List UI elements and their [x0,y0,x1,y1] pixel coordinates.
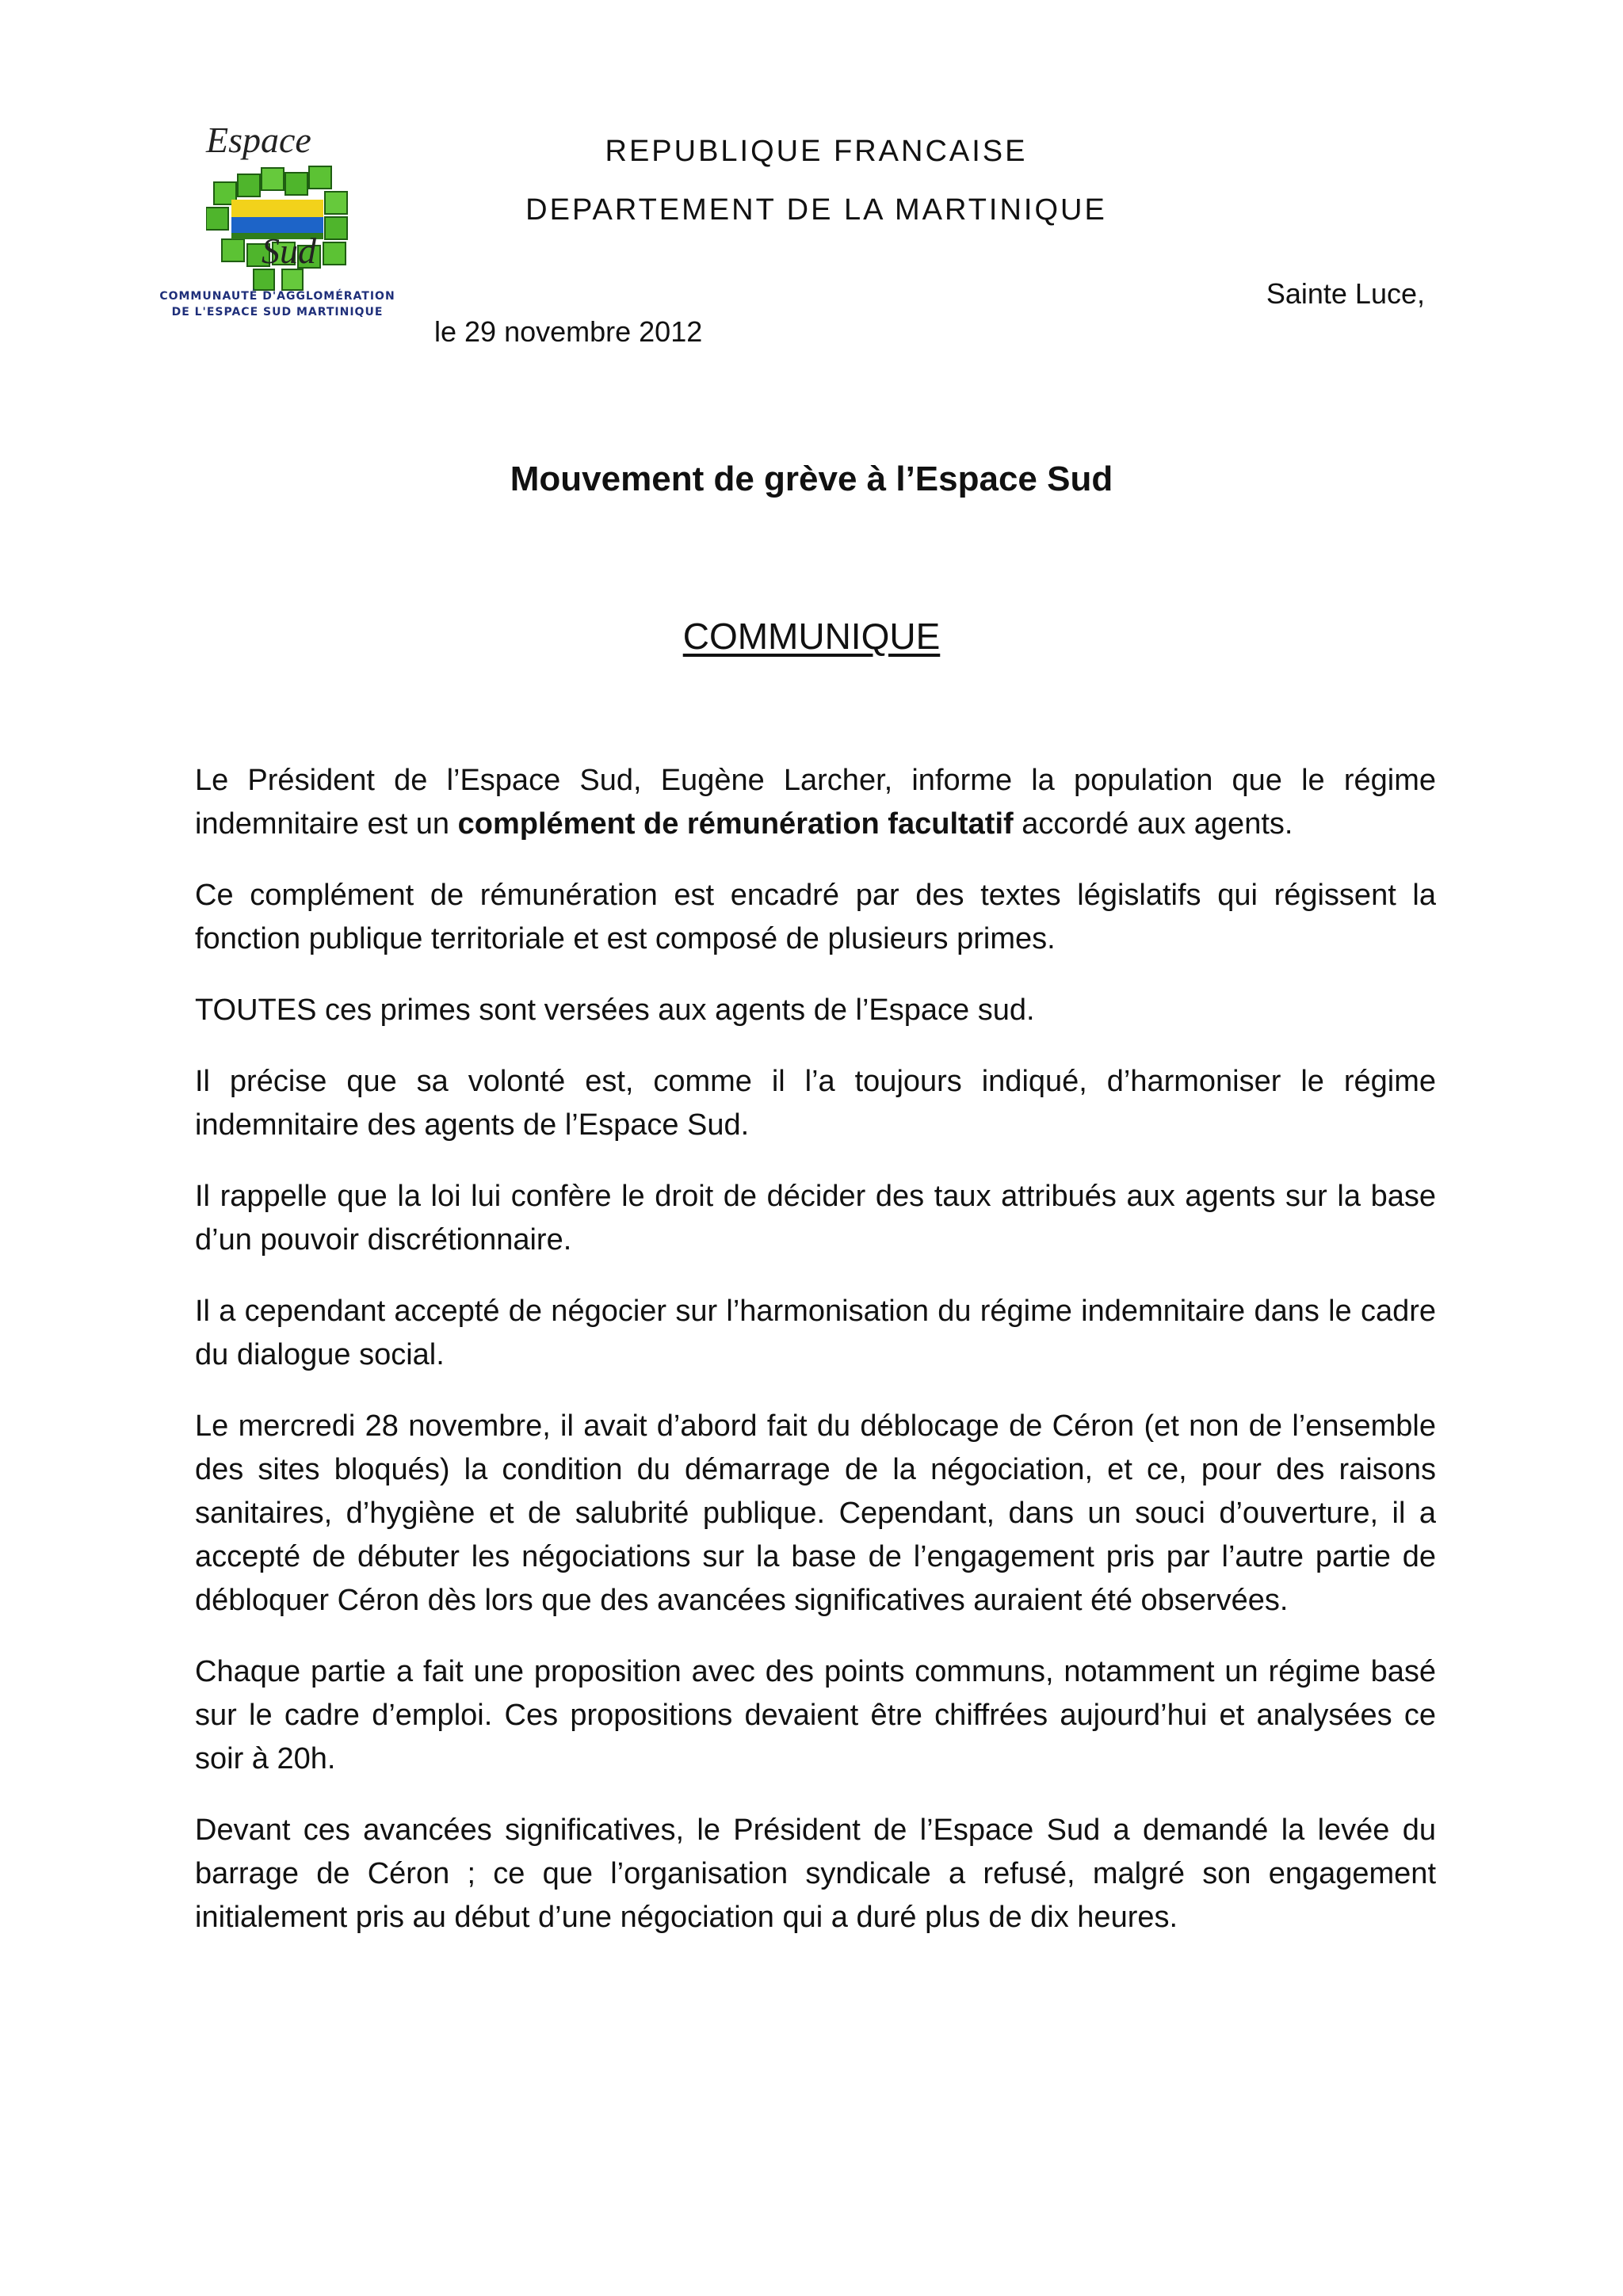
logo-caption-line-1: COMMUNAUTÉ D'AGGLOMÉRATION [159,290,395,303]
paragraph-7: Le mercredi 28 novembre, il avait d’abord fait du déblocage de Céron (et non de l’ensemble des sites bloqués) la condition du démarrage de la négociation, et ce, pour des raisons sanitaires, d’hygiène et de salubrité publique. Cependant, dans un souci d’ouverture, il a accepté de débuter les négociations sur la base de l’engagement pris par l’autre partie de débloquer Céron dès lors que des avancées significatives auraient été observées. [195,1409,1436,1617]
logo-word-sud: Sud [262,231,316,271]
paragraph-5: Il rappelle que la loi lui confère le droit de décider des taux attribués aux agents sur la base d’un pouvoir discrétionnaire. [195,1180,1436,1257]
date-line: le 29 novembre 2012 [434,315,703,348]
paragraph-8: Chaque partie a fait une proposition avec des points communs, notamment un régime basé sur le cadre d’emploi. Ces propositions devaient être chiffrées aujourd’hui et analysées ce soir à 20h. [195,1655,1436,1775]
logo-caption [151,288,404,320]
espace-sud-logo [151,119,404,333]
paragraph-1-end: accordé aux agents. [1013,807,1293,841]
header-republique: REPUBLIQUE FRANCAISE [605,135,1028,168]
document-title: Mouvement de grève à l’Espace Sud [510,460,1113,498]
document-body [195,759,1436,1967]
paragraph-2: Ce complément de rémunération est encadré par des textes législatifs qui régissent la fonction publique territoriale et est composé de plusieurs primes. [195,879,1436,955]
logo-caption-line-2: DE L'ESPACE SUD MARTINIQUE [171,306,384,318]
document-subtitle: COMMUNIQUE [682,616,941,657]
paragraph-1-bold: complément de rémunération facultatif [457,807,1014,841]
paragraph-3: TOUTES ces primes sont versées aux agents de l’Espace sud. [195,994,1035,1027]
place-line: Sainte Luce, [1266,277,1425,310]
paragraph-6: Il a cependant accepté de négocier sur l’harmonisation du régime indemnitaire dans le cadre du dialogue social. [195,1295,1436,1371]
paragraph-4: Il précise que sa volonté est, comme il l’a toujours indiqué, d’harmoniser le régime indemnitaire des agents de l’Espace Sud. [195,1065,1436,1142]
paragraph-9: Devant ces avancées significatives, le Président de l’Espace Sud a demandé la levée du barrage de Céron ; ce que l’organisation syndicale a refusé, malgré son engagement initialement pris au début d’une négociation qui a duré plus de dix heures. [195,1814,1436,1934]
paragraph-1 [195,759,1436,846]
paragraph-1-start: Le Président de l’Espace Sud, Eugène Larcher, informe la population que le régime indemnitaire est un [195,764,1436,841]
logo-word-espace: Espace [206,120,311,160]
logo-mosaic-graphic [206,151,365,293]
header-departement: DEPARTEMENT DE LA MARTINIQUE [525,193,1107,227]
